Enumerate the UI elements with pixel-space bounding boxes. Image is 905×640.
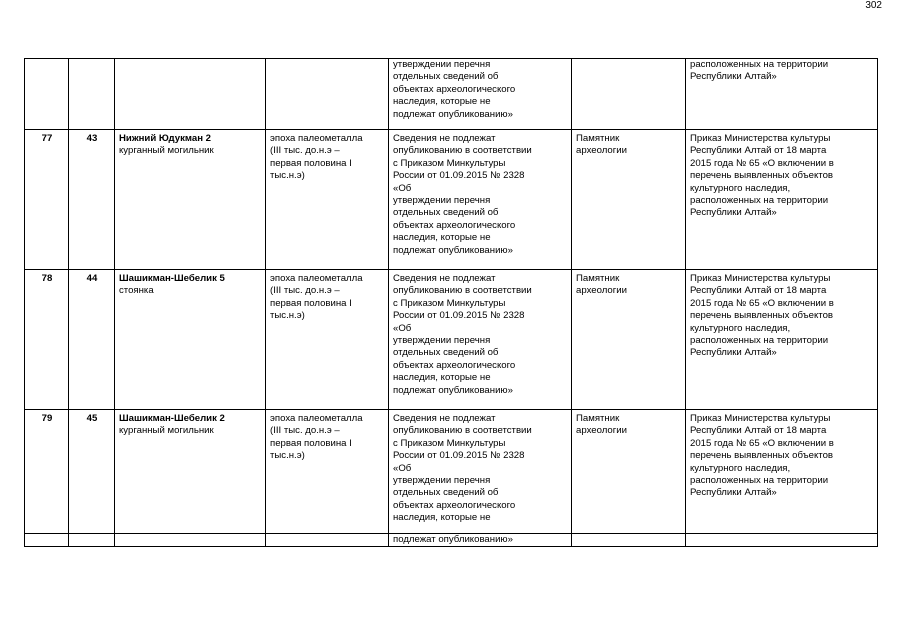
object-name-cell xyxy=(115,410,266,534)
cell-era xyxy=(266,534,389,547)
info-cell: Сведения не подлежат опубликованию в соответствии с Приказом Минкультуры России от 01.09.2015 № 2328 «Об утверждении перечня отдельных сведений об объектах археологического наследия, которые не xyxy=(389,410,572,534)
row-sub-number: 43 xyxy=(69,130,115,270)
cell-doc xyxy=(686,534,878,547)
cell-sub-num xyxy=(69,534,115,547)
cell-name xyxy=(115,534,266,547)
cell-doc: расположенных на территории Республики Алтай» xyxy=(686,59,878,130)
category-cell: Памятник археологии xyxy=(572,270,686,410)
info-cell: Сведения не подлежат опубликованию в соответствии с Приказом Минкультуры России от 01.09.2015 № 2328 «Об утверждении перечня отдельных сведений об объектах археологического наследия, которые не подлежат опубликованию» xyxy=(389,270,572,410)
cell-num xyxy=(25,534,69,547)
object-name: Нижний Юдукман 2 xyxy=(119,133,211,144)
cell-category xyxy=(572,534,686,547)
row-sub-number: 45 xyxy=(69,410,115,534)
row-number: 79 xyxy=(25,410,69,534)
era-cell: эпоха палеометалла (III тыс. до.н.э – первая половина I тыс.н.э) xyxy=(266,410,389,534)
cell-info: утверждении перечня отдельных сведений об объектах археологического наследия, которые не подлежат опубликованию» xyxy=(389,59,572,130)
table-row xyxy=(25,410,878,534)
cell-name xyxy=(115,59,266,130)
object-type: курганный могильник xyxy=(119,425,214,437)
heritage-registry-table xyxy=(24,58,878,547)
table-row xyxy=(25,270,878,410)
object-name-cell xyxy=(115,270,266,410)
table-row xyxy=(25,130,878,270)
document-cell: Приказ Министерства культуры Республики Алтай от 18 марта 2015 года № 65 «О включении в перечень выявленных объектов культурного наследия, расположенных на территории Республики Алтай» xyxy=(686,130,878,270)
category-cell: Памятник археологии xyxy=(572,410,686,534)
document-cell: Приказ Министерства культуры Республики Алтай от 18 марта 2015 года № 65 «О включении в перечень выявленных объектов культурного наследия, расположенных на территории Республики Алтай» xyxy=(686,270,878,410)
row-sub-number: 44 xyxy=(69,270,115,410)
document-cell: Приказ Министерства культуры Республики Алтай от 18 марта 2015 года № 65 «О включении в перечень выявленных объектов культурного наследия, расположенных на территории Республики Алтай» xyxy=(686,410,878,534)
table-row-continuation-bottom xyxy=(25,534,878,547)
era-cell: эпоха палеометалла (III тыс. до.н.э – первая половина I тыс.н.э) xyxy=(266,270,389,410)
cell-info: подлежат опубликованию» xyxy=(389,534,572,547)
object-type: стоянка xyxy=(119,285,154,297)
cell-era xyxy=(266,59,389,130)
cell-sub-num xyxy=(69,59,115,130)
era-cell: эпоха палеометалла (III тыс. до.н.э – первая половина I тыс.н.э) xyxy=(266,130,389,270)
category-cell: Памятник археологии xyxy=(572,130,686,270)
table-row-continuation-top xyxy=(25,59,878,130)
object-name: Шашикман-Шебелик 5 xyxy=(119,273,225,284)
info-cell: Сведения не подлежат опубликованию в соответствии с Приказом Минкультуры России от 01.09.2015 № 2328 «Об утверждении перечня отдельных сведений об объектах археологического наследия, которые не подлежат опубликованию» xyxy=(389,130,572,270)
row-number: 78 xyxy=(25,270,69,410)
page-number: 302 xyxy=(865,0,882,11)
object-name: Шашикман-Шебелик 2 xyxy=(119,413,225,424)
cell-num xyxy=(25,59,69,130)
row-number: 77 xyxy=(25,130,69,270)
object-name-cell xyxy=(115,130,266,270)
cell-category xyxy=(572,59,686,130)
object-type: курганный могильник xyxy=(119,145,214,157)
